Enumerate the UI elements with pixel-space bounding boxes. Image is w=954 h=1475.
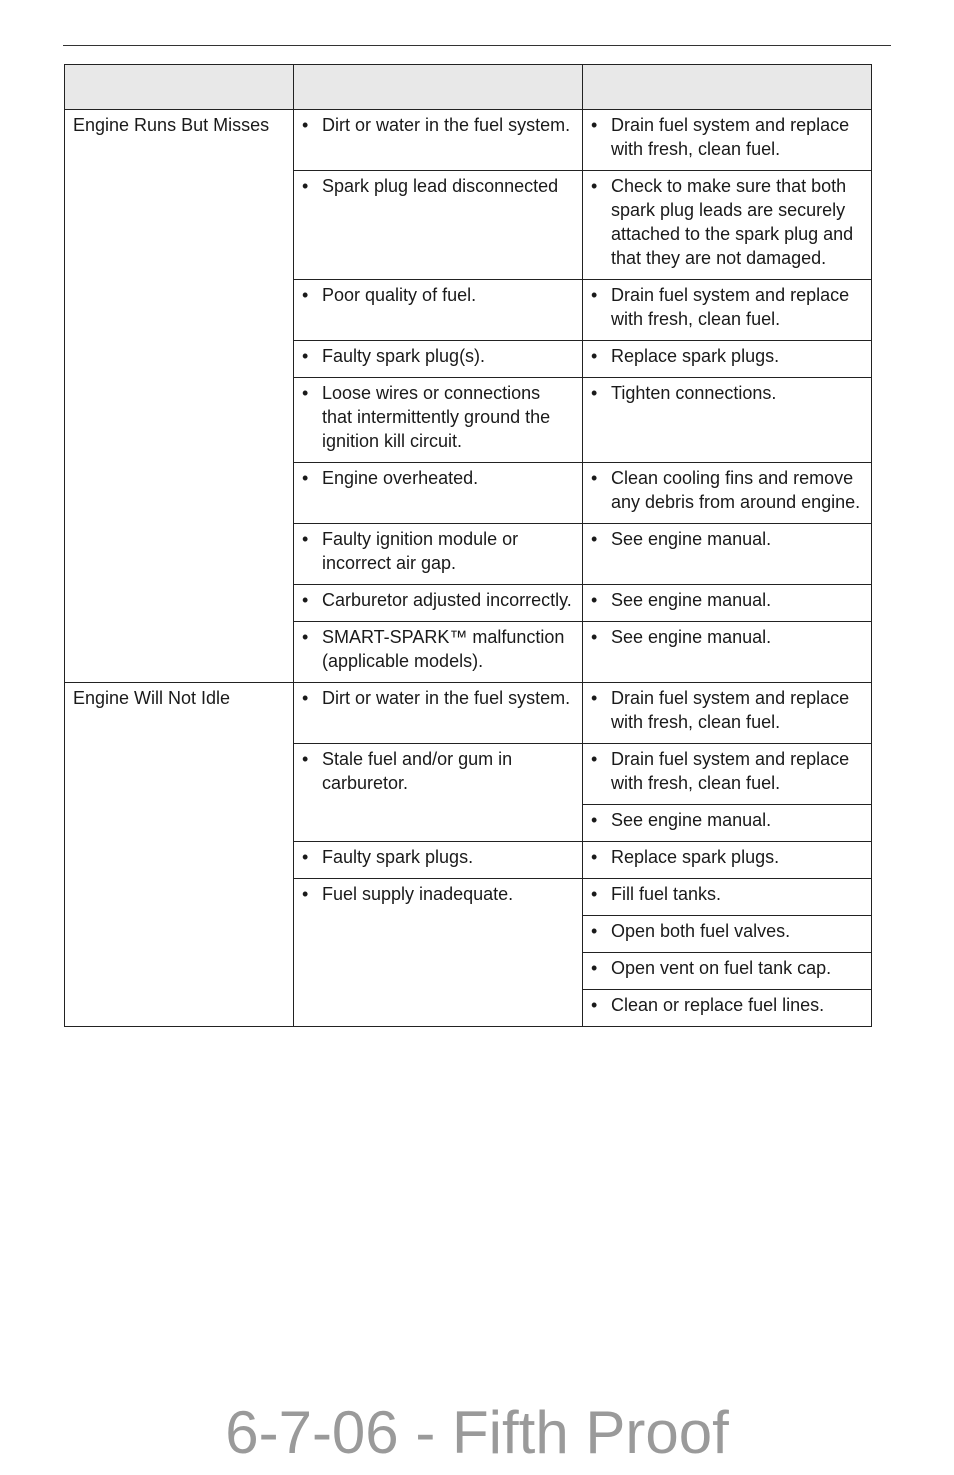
remedy-cell (583, 990, 872, 1027)
header-remedy (583, 65, 872, 110)
remedy-text: Drain fuel system and replace with fresh, clean fuel. (611, 688, 850, 732)
bullet-icon: • (302, 115, 309, 135)
remedy-cell (583, 916, 872, 953)
table-header-row (65, 65, 872, 110)
bullet-icon: • (591, 346, 598, 366)
bullet-icon: • (302, 884, 309, 904)
cause-text: Poor quality of fuel. (322, 285, 477, 305)
cause-cell (294, 744, 583, 842)
remedy-cell (583, 280, 872, 341)
bullet-item (591, 845, 863, 869)
bullet-icon: • (591, 921, 598, 941)
remedy-cell (583, 805, 872, 842)
cause-cell (294, 842, 583, 879)
bullet-item (591, 527, 863, 551)
bullet-item (302, 113, 574, 137)
remedy-cell (583, 110, 872, 171)
remedy-cell (583, 953, 872, 990)
bullet-icon: • (302, 285, 309, 305)
cause-cell (294, 171, 583, 280)
bullet-item (591, 882, 863, 906)
cause-cell (294, 622, 583, 683)
remedy-text: Fill fuel tanks. (611, 884, 722, 904)
bullet-icon: • (302, 529, 309, 549)
bullet-icon: • (302, 383, 309, 403)
table-row (65, 683, 872, 744)
remedy-text: Open vent on fuel tank cap. (611, 958, 832, 978)
proof-watermark: 6-7-06 - Fifth Proof (225, 1399, 729, 1466)
table-row (65, 110, 872, 171)
cause-cell (294, 280, 583, 341)
cause-cell (294, 585, 583, 622)
remedy-cell (583, 171, 872, 280)
bullet-item (591, 747, 863, 795)
cause-text: Engine overheated. (322, 468, 479, 488)
bullet-item (302, 466, 574, 490)
cause-text: Faulty ignition module or incorrect air gap. (322, 529, 519, 573)
bullet-icon: • (302, 346, 309, 366)
bullet-item (302, 527, 574, 575)
cause-text: SMART-SPARK™ malfunction (applicable models). (322, 627, 565, 671)
bullet-icon: • (591, 995, 598, 1015)
bullet-icon: • (302, 627, 309, 647)
remedy-text: Drain fuel system and replace with fresh, clean fuel. (611, 749, 850, 793)
bullet-item (591, 381, 863, 405)
remedy-text: Drain fuel system and replace with fresh, clean fuel. (611, 115, 850, 159)
bullet-icon: • (591, 847, 598, 867)
remedy-text: See engine manual. (611, 529, 772, 549)
bullet-item (591, 919, 863, 943)
bullet-icon: • (302, 590, 309, 610)
cause-text: Dirt or water in the fuel system. (322, 115, 571, 135)
bullet-icon: • (591, 688, 598, 708)
cause-text: Dirt or water in the fuel system. (322, 688, 571, 708)
bullet-icon: • (591, 529, 598, 549)
cause-text: Carburetor adjusted incorrectly. (322, 590, 572, 610)
remedy-cell (583, 463, 872, 524)
bullet-item (302, 686, 574, 710)
cause-cell (294, 110, 583, 171)
bullet-icon: • (591, 749, 598, 769)
cause-cell (294, 341, 583, 378)
bullet-item (591, 283, 863, 331)
cause-text: Faulty spark plug(s). (322, 346, 486, 366)
bullet-icon: • (591, 383, 598, 403)
remedy-text: Clean cooling fins and remove any debris from around engine. (611, 468, 861, 512)
bullet-icon: • (302, 847, 309, 867)
bullet-item (591, 344, 863, 368)
remedy-text: See engine manual. (611, 590, 772, 610)
bullet-item (302, 344, 574, 368)
bullet-icon: • (591, 468, 598, 488)
remedy-text: Open both fuel valves. (611, 921, 791, 941)
header-cause (294, 65, 583, 110)
bullet-item (591, 625, 863, 649)
remedy-cell (583, 842, 872, 879)
bullet-item (591, 956, 863, 980)
bullet-icon: • (302, 468, 309, 488)
bullet-item (302, 283, 574, 307)
remedy-cell (583, 585, 872, 622)
header-problem (65, 65, 294, 110)
bullet-item (302, 174, 574, 198)
bullet-icon: • (591, 958, 598, 978)
cause-text: Faulty spark plugs. (322, 847, 474, 867)
bullet-icon: • (591, 810, 598, 830)
bullet-item (302, 588, 574, 612)
bullet-item (302, 845, 574, 869)
remedy-cell (583, 524, 872, 585)
remedy-text: Replace spark plugs. (611, 847, 780, 867)
remedy-cell (583, 341, 872, 378)
cause-cell (294, 463, 583, 524)
bullet-item (302, 882, 574, 906)
cause-cell (294, 378, 583, 463)
cause-cell (294, 683, 583, 744)
cause-cell (294, 524, 583, 585)
bullet-icon: • (591, 115, 598, 135)
problem-cell: Engine Will Not Idle (65, 683, 294, 1027)
bullet-icon: • (591, 176, 598, 196)
remedy-text: See engine manual. (611, 810, 772, 830)
bullet-item (591, 588, 863, 612)
bullet-item (302, 381, 574, 453)
remedy-text: Replace spark plugs. (611, 346, 780, 366)
cause-text: Stale fuel and/or gum in carburetor. (322, 749, 513, 793)
cause-text: Spark plug lead disconnected (322, 176, 559, 196)
bullet-icon: • (591, 627, 598, 647)
remedy-text: See engine manual. (611, 627, 772, 647)
top-rule (63, 45, 891, 46)
bullet-item (591, 808, 863, 832)
cause-text: Loose wires or connections that intermittently ground the ignition kill circuit. (322, 383, 551, 451)
bullet-icon: • (591, 285, 598, 305)
bullet-item (302, 747, 574, 795)
cause-text: Fuel supply inadequate. (322, 884, 514, 904)
remedy-cell (583, 683, 872, 744)
bullet-icon: • (302, 688, 309, 708)
remedy-cell (583, 744, 872, 805)
remedy-text: Tighten connections. (611, 383, 777, 403)
table-body (65, 110, 872, 1027)
problem-cell: Engine Runs But Misses (65, 110, 294, 683)
bullet-item (591, 686, 863, 734)
troubleshooting-table (64, 64, 872, 1027)
remedy-text: Clean or replace fuel lines. (611, 995, 825, 1015)
cause-cell (294, 879, 583, 1027)
bullet-item (591, 466, 863, 514)
remedy-text: Check to make sure that both spark plug leads are securely attached to the spark plug and that they are not damaged. (611, 176, 854, 268)
bullet-icon: • (591, 884, 598, 904)
bullet-item (591, 174, 863, 270)
remedy-cell (583, 879, 872, 916)
bullet-icon: • (302, 176, 309, 196)
bullet-item (591, 993, 863, 1017)
bullet-item (591, 113, 863, 161)
bullet-item (302, 625, 574, 673)
bullet-icon: • (302, 749, 309, 769)
bullet-icon: • (591, 590, 598, 610)
remedy-text: Drain fuel system and replace with fresh, clean fuel. (611, 285, 850, 329)
remedy-cell (583, 622, 872, 683)
remedy-cell (583, 378, 872, 463)
